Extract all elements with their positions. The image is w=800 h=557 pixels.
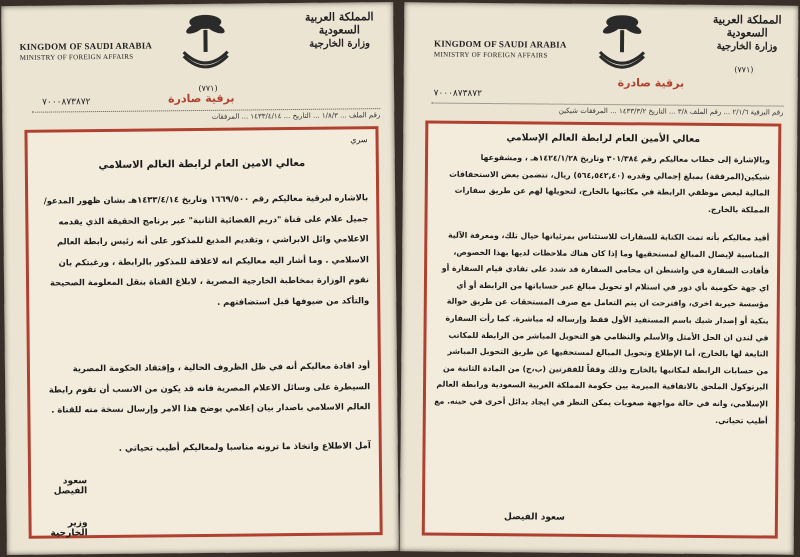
header-arabic-line2: وزارة الخارجية <box>309 38 370 50</box>
header-arabic <box>291 10 387 50</box>
letter-paragraph-2: أود افادة معاليكم أنه في ظل الظروف الحالية ، وإفتقاد الحكومة المصرية السيطرة على وسائل الاعلام المصرية فانه قد يكون من الانسب أن تقوم رابطة العالم الاسلامي باصدار بيان إعلامي يوضح هذا الامر وإرسال نسخة منه للقناة . <box>48 360 371 415</box>
header-english <box>20 40 153 61</box>
header-arabic-line1: المملكة العربية السعودية <box>304 10 374 37</box>
letter-paragraph-3: آمل الاطلاع واتخاذ ما ترونه مناسبا ولمعاليكم أطيب تحياتي . <box>118 441 371 454</box>
header-arabic <box>704 13 790 53</box>
saudi-emblem-icon <box>590 8 655 79</box>
letter-paragraph-1: بالاشاره لبرقية معاليكم رقم ١٦٦٩/٥٠٠ وتاريخ ١٤٣٣/٤/١٤هـ بشان ظهور المدعو/جميل علام على قناة "دريم الفضائية الثانية" عبر برنامج الحقيقة الذي يقدمه الاعلامي وائل الابراشي ، وتقديم المذيع للمذكور على أنه رئيس رابطة العالم الاسلامي . وما أشار اليه معاليكم انه لاعلاقة للمذكور بالرابطة ، ورغبتكم بان نقوم الوزارة بمخاطبة الخارجية المصرية ، لابلاغ القناة بنقل المعلومة الصحيحة والتأكد من ضيوفها قبل استضافتهم . <box>43 192 370 307</box>
signature-title: وزير الخارجية <box>50 518 88 539</box>
salutation: معالي الأمين العام لرابطة العالم الإسلامي <box>506 132 701 145</box>
header-arabic-line2: وزارة الخارجية <box>716 41 778 53</box>
header-arabic-line1: المملكة العربية السعودية <box>712 12 782 40</box>
header-english-subtitle: MINISTRY OF FOREIGN AFFAIRS <box>19 52 134 62</box>
header-english-title: KINGDOM OF SAUDI ARABIA <box>19 40 153 52</box>
signature-name: سعود الفيصل <box>53 476 88 497</box>
letter-frame <box>422 120 782 538</box>
saudi-emblem-icon <box>173 8 238 79</box>
header-english-subtitle: MINISTRY OF FOREIGN AFFAIRS <box>433 50 548 60</box>
reference-row: رقم البرقية ٢/١/٦ ... رقم الملف ٣/٨ ... التاريخ ١٤٣٣/٣/٢ ... المرفقات شيكين <box>431 103 783 117</box>
header-arabic-code: (٧٧١) <box>734 65 754 75</box>
header-english-title: KINGDOM OF SAUDI ARABIA <box>434 38 567 50</box>
right-document-page <box>400 2 799 554</box>
outgoing-telegram-badge: برقية صادرة <box>168 91 235 106</box>
header-english <box>434 39 567 60</box>
reference-number: ٧٠٠٠٨٧٣٨٧٢ <box>433 88 482 99</box>
letter-paragraph-1: وبالإشارة إلى خطاب معاليكم رقم ٣٠١/٣٨٤ وتاريخ ١٤٢٤/١/٢٨هـ ، ومشفوعها شيكين(المرفقة) بمبلغ إجمالي وقدره (٥٦٤,٥٤٢,٤٠) ريال، تتضمن بعض الاستحقاقات المالية لبعض موظفي الرابطة في مكاتبها بالخارج، لتحويلها لهم عن طريق سفارات المملكة بالخارج. <box>449 152 771 215</box>
reference-row: رقم الملف ... ١/٨/٣ ... التاريخ ... ١٤٣٣/٤/١٤ ... المرفقات <box>32 108 380 123</box>
letter-paragraph-2: أفيد معاليكم بأنه تمت الكتابة للسفارات للاستئناس بمرئياتها حيال تلك، ومعرفة الآلية المناسبة لإيصال المبالغ لمستحقيها وما إذا كان هناك ملاحظات لديها بهذا الخصوص، فأفادت السفارة في واشنطن ان محامي السفارة قد شدد على تفادي قيام السفارة أو اي جهة حكومية بأي دور في استلام او تحويل مبالغ عبر حساباتها من الرابطة أو أي مؤسسة خيرية اخرى، واقترحت ان يتم التعامل مع صرف المستحقات عن طريق حوالة بنكية أو إصدار شيك باسم المستفيد الأول فقط وإرساله له مباشرة. كما رأت السفارة في لندن ان الحل الأمثل والأسلم والنظامي هو التحويل المباشر من الرابطة للمكاتب التابعة لها بالخارج، أما الإطلاع وتحويل المبالغ لمستحقيها عن طريق التحويل المباشر من حسابات الرابطة لمكاتبها بالخارج وذلك وفقاً للفقرتين (ب،ج) من المادة الثانية من البرتوكول الملحق بالاتفاقية المبرمة بين حكومة المملكة العربية السعودية ورابطة العالم الإسلامي، وانه في حالة مواجهة صعوبات يمكن النظر في ايجاد بدائل أخرى في حينه. مع أطيب تحياتي. <box>434 230 770 426</box>
outgoing-telegram-badge: برقية صادرة <box>617 76 685 90</box>
signature-name: سعود الفيصل <box>504 512 565 523</box>
salutation: معالي الامين العام لرابطة العالم الاسلامي <box>98 157 306 172</box>
left-document-page <box>1 2 399 555</box>
classification-label: سري <box>350 135 368 145</box>
letter-frame <box>24 126 382 539</box>
header-arabic-code: (٧٧١) <box>198 83 218 94</box>
reference-number: ٧٠٠٠٨٧٣٨٧٢ <box>42 97 91 108</box>
